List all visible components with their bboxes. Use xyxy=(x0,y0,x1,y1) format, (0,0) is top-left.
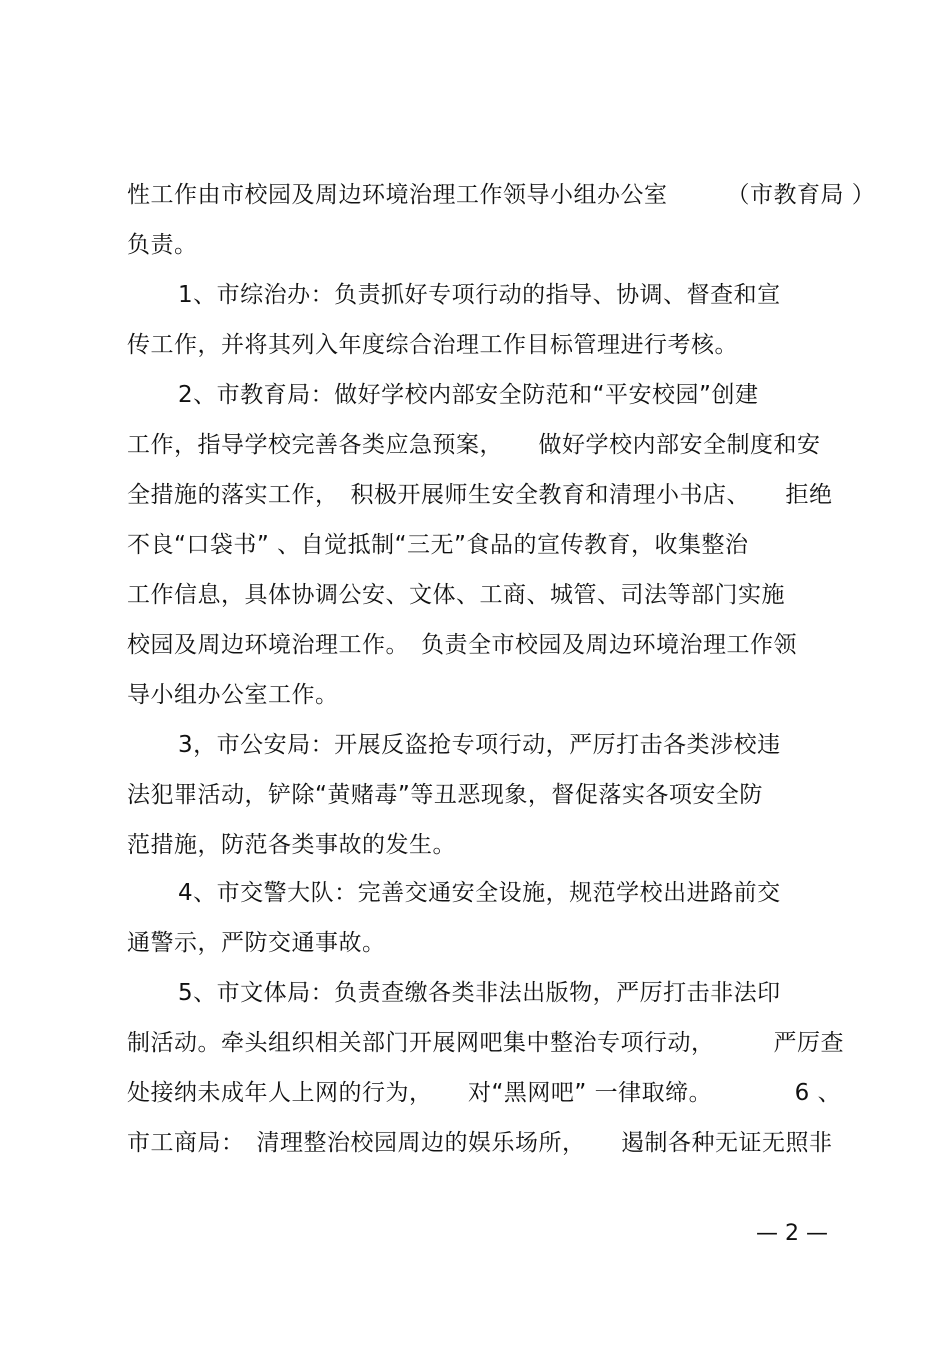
text-line: 负责。 xyxy=(127,232,198,258)
text-line: 4、市交警大队：完善交通安全设施，规范学校出进路前交 xyxy=(178,880,781,906)
text-line: 1、市综治办：负责抓好专项行动的指导、协调、督查和宣 xyxy=(178,282,781,308)
text-line: 5、市文体局：负责查缴各类非法出版物，严厉打击非法印 xyxy=(178,980,781,1006)
text-line: 2、市教育局：做好学校内部安全防范和“平安校园”创建 xyxy=(178,382,759,408)
page-number: — 2 — xyxy=(756,1221,828,1246)
text-line: 校园及周边环境治理工作。 负责全市校园及周边环境治理工作领 xyxy=(127,632,797,658)
text-line: 传工作，并将其列入年度综合治理工作目标管理进行考核。 xyxy=(127,332,738,358)
text-line: 通警示，严防交通事故。 xyxy=(127,930,386,956)
text-line: 导小组办公室工作。 xyxy=(127,682,339,708)
text-line: 法犯罪活动，铲除“黄赌毒”等丑恶现象，督促落实各项安全防 xyxy=(127,782,763,808)
text-line: 市工商局： 清理整治校园周边的娱乐场所， 遏制各种无证无照非 xyxy=(127,1130,833,1156)
text-line: 工作，指导学校完善各类应急预案， 做好学校内部安全制度和安 xyxy=(127,432,821,458)
text-line: 3，市公安局：开展反盗抢专项行动，严厉打击各类涉校违 xyxy=(178,732,781,758)
text-line: 不良“口袋书” 、自觉抵制“三无”食品的宣传教育，收集整治 xyxy=(127,532,749,558)
text-line: 处接纳未成年人上网的行为， 对“黑网吧” 一律取缔。 6 、 xyxy=(127,1080,842,1106)
text-line: 工作信息，具体协调公安、文体、工商、城管、司法等部门实施 xyxy=(127,582,785,608)
text-line: 全措施的落实工作， 积极开展师生安全教育和清理小书店、 拒绝 xyxy=(127,482,833,508)
text-line: 范措施，防范各类事故的发生。 xyxy=(127,832,456,858)
text-line: 制活动。牵头组织相关部门开展网吧集中整治专项行动， 严厉查 xyxy=(127,1030,844,1056)
text-line: 性工作由市校园及周边环境治理工作领导小组办公室 （市教育局 ） xyxy=(127,182,876,208)
